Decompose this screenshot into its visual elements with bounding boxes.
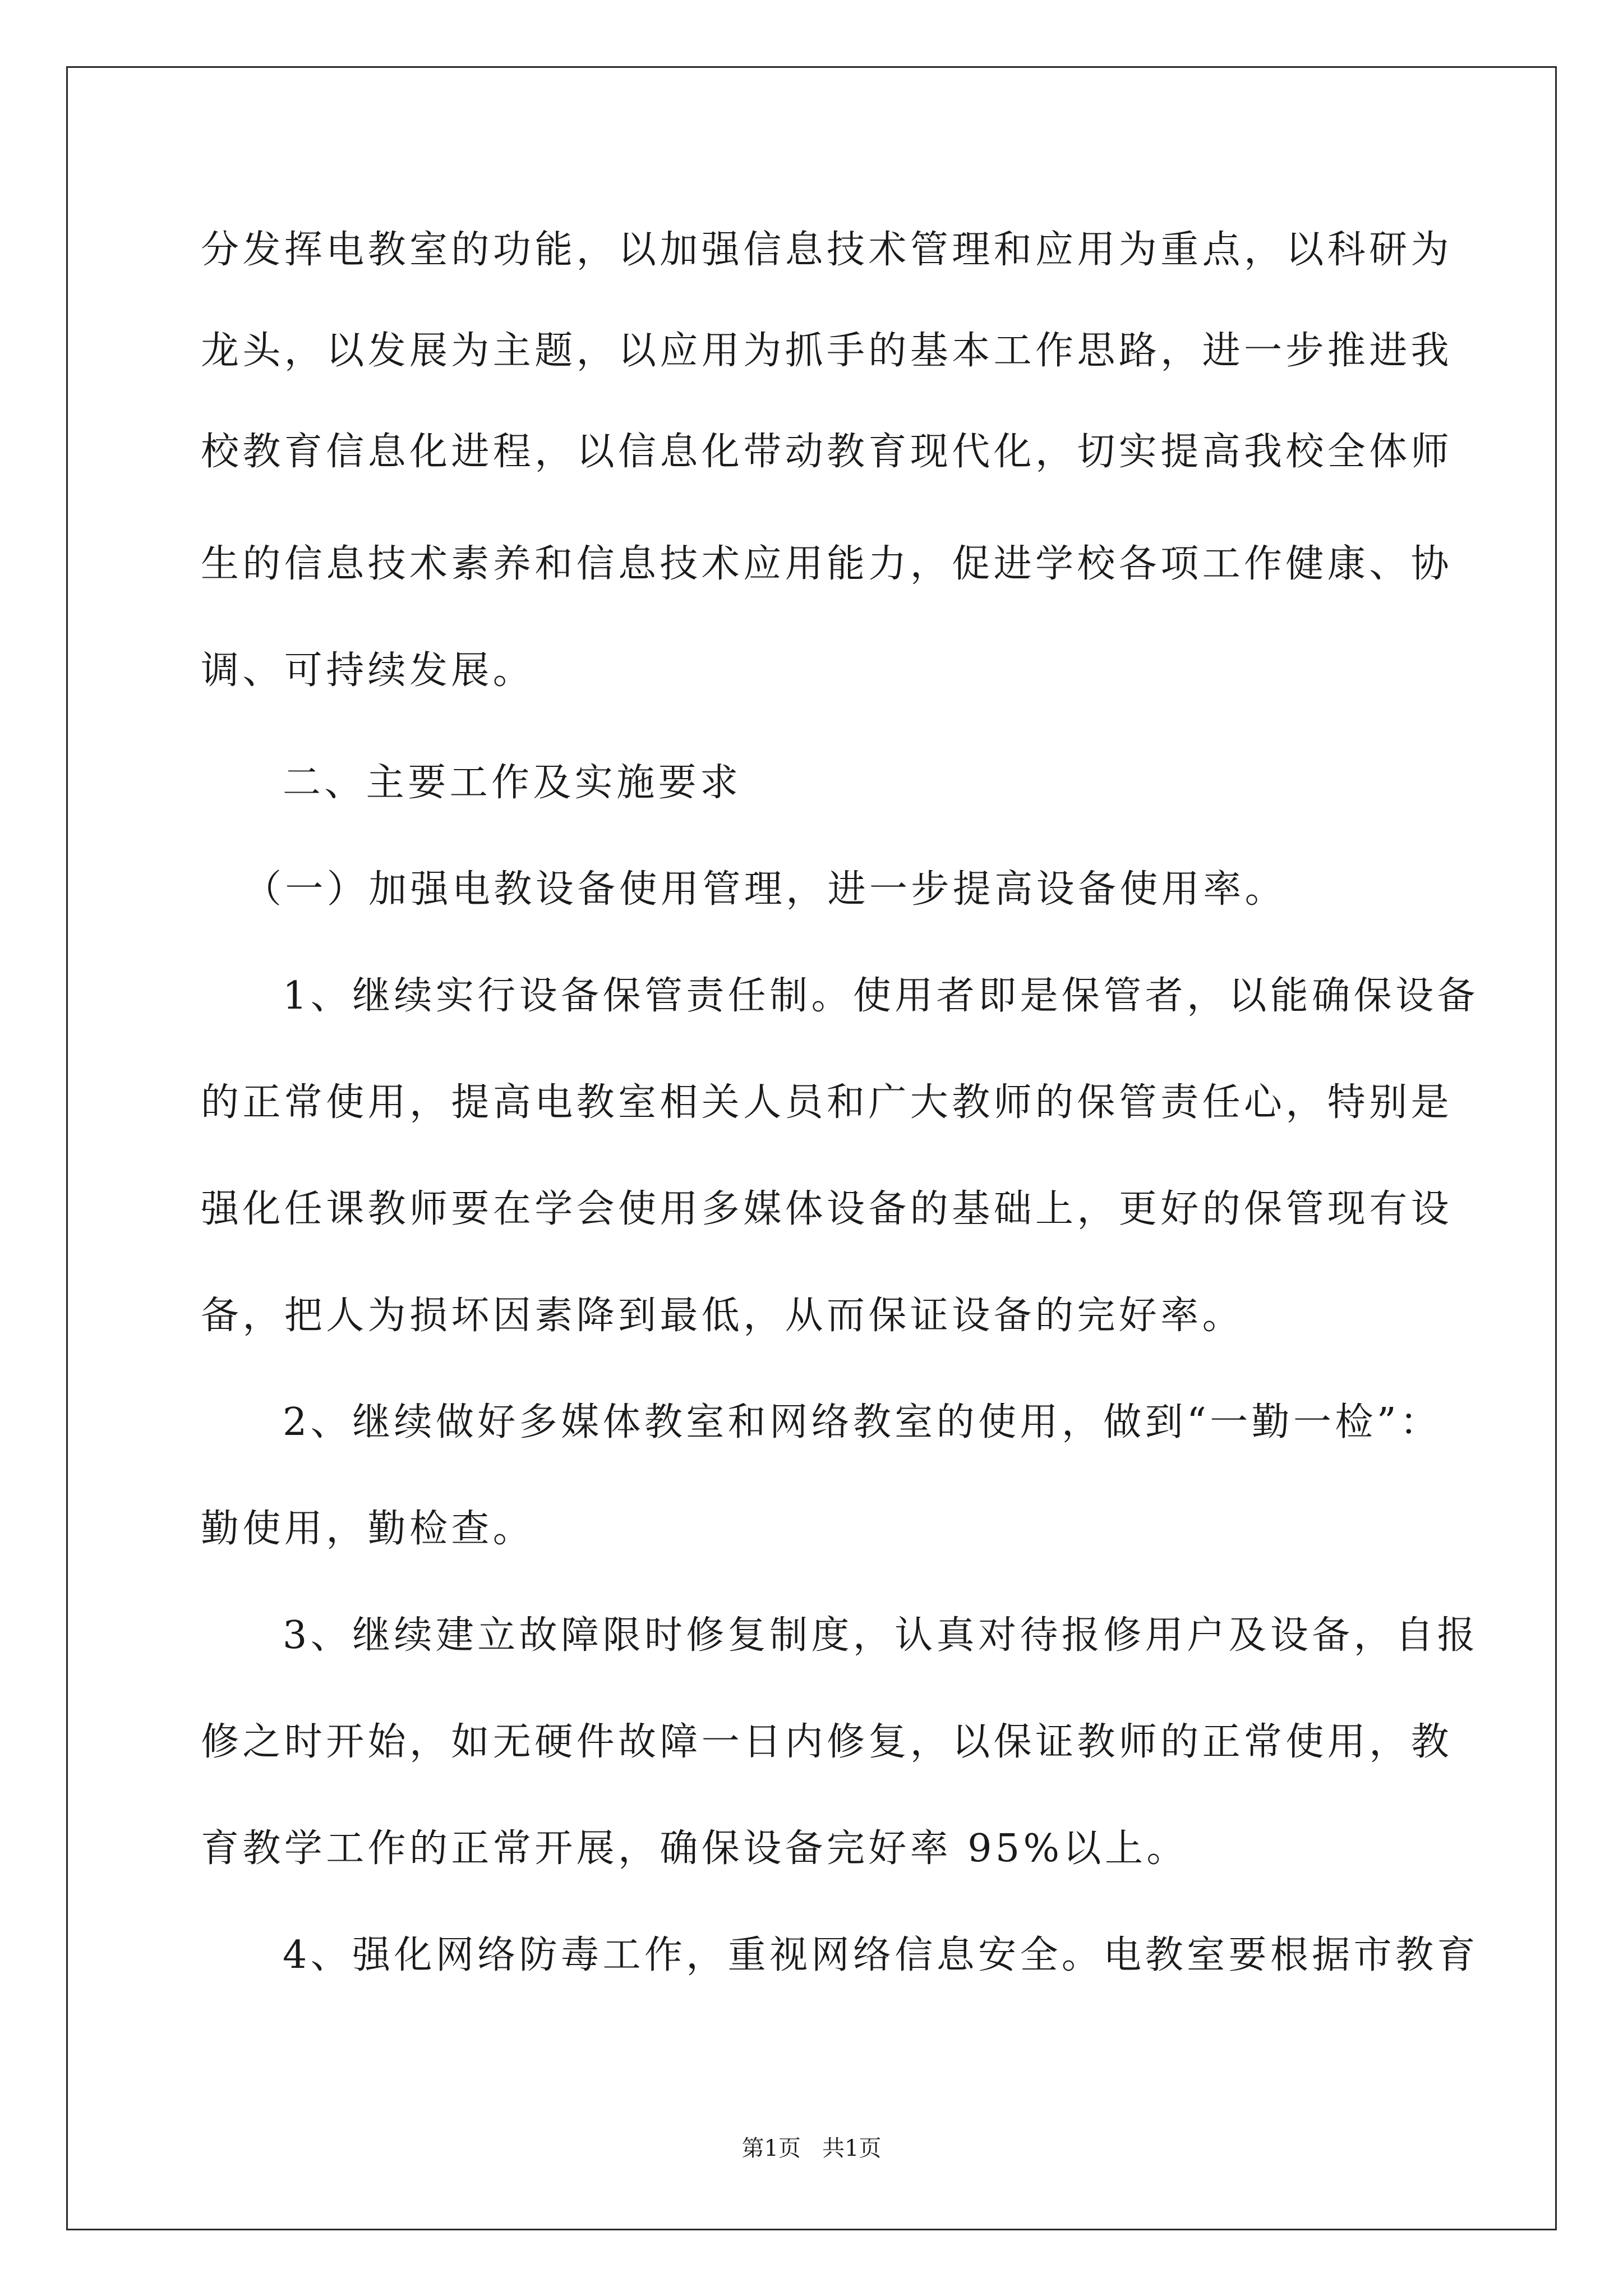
text-line: 2、继续做好多媒体教室和网络教室的使用，做到“一勤一检”： xyxy=(283,1400,1442,1444)
text-line: 修之时开始，如无硬件故障一日内修复，以保证教师的正常使用，教 xyxy=(201,1720,1453,1764)
text-line: 育教学工作的正常开展，确保设备完好率 95%以上。 xyxy=(201,1826,1188,1871)
text-line: 4、强化网络防毒工作，重视网络信息安全。电教室要根据市教育 xyxy=(283,1933,1479,1977)
text-line: 的正常使用，提高电教室相关人员和广大教师的保管责任心，特别是 xyxy=(201,1080,1453,1125)
text-line: 强化任课教师要在学会使用多媒体设备的基础上，更好的保管现有设 xyxy=(201,1187,1453,1231)
page-footer: 第1页 共1页 xyxy=(741,2136,882,2161)
text-line: 1、继续实行设备保管责任制。使用者即是保管者，以能确保设备 xyxy=(283,974,1479,1018)
section-heading: 二、主要工作及实施要求 xyxy=(283,761,742,805)
text-line: 备，把人为损坏因素降到最低，从而保证设备的完好率。 xyxy=(201,1294,1244,1338)
text-line: 3、继续建立故障限时修复制度，认真对待报修用户及设备，自报 xyxy=(283,1613,1479,1658)
text-line: 调、可持续发展。 xyxy=(201,648,535,693)
text-line: 勤使用，勤检查。 xyxy=(201,1507,535,1551)
text-line: 生的信息技术素养和信息技术应用能力，促进学校各项工作健康、协 xyxy=(201,542,1453,586)
text-line: 校教育信息化进程，以信息化带动教育现代化，切实提高我校全体师 xyxy=(201,430,1453,474)
text-line: 龙头，以发展为主题，以应用为抓手的基本工作思路，进一步推进我 xyxy=(201,329,1453,373)
text-line: 分发挥电教室的功能，以加强信息技术管理和应用为重点，以科研为 xyxy=(201,228,1453,272)
subsection-heading: （一）加强电教设备使用管理，进一步提高设备使用率。 xyxy=(243,867,1287,912)
